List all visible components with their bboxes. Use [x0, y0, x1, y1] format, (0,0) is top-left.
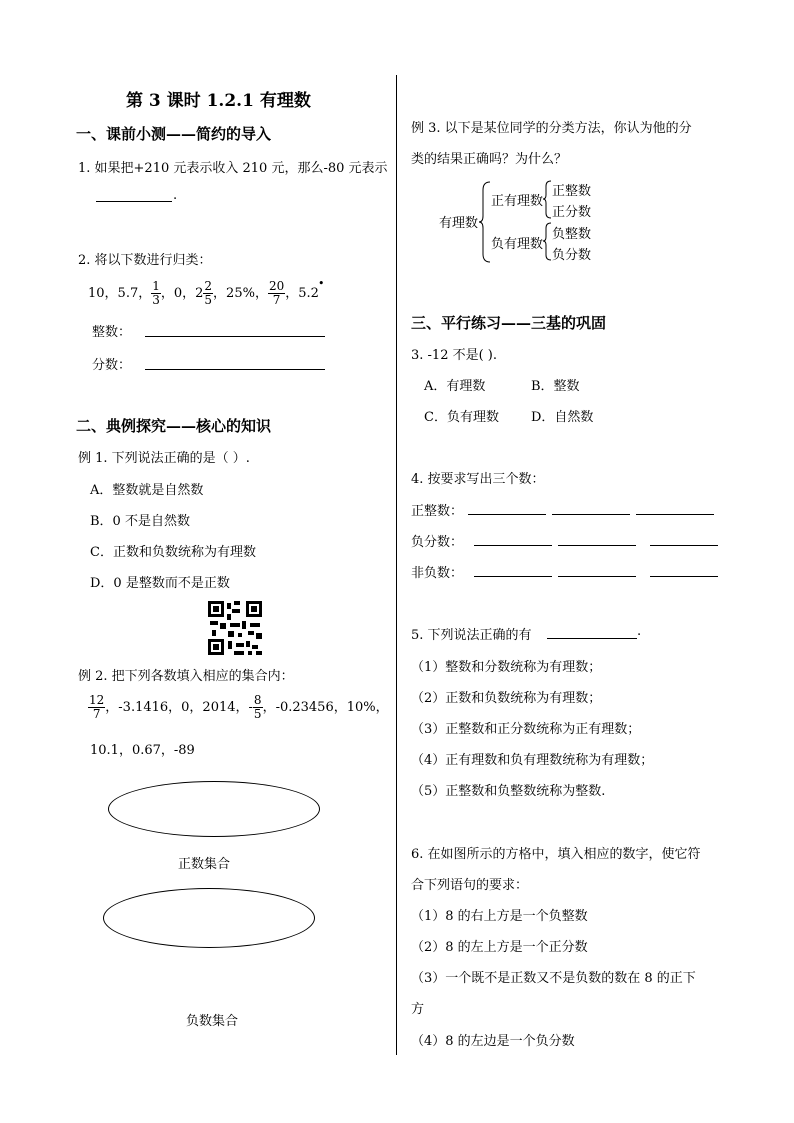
fraction-label: 分数： [92, 358, 132, 373]
question-5-statement-3: （3）正整数和正分数统称为正有理数； [411, 722, 641, 737]
tree-negative-brace [542, 222, 552, 262]
example-1-text: 例 1. 下列说法正确的是（ ）. [78, 451, 250, 466]
section-2-heading: 二、典例探究——核心的知识 [76, 417, 272, 435]
question-6-requirement-4: （4）8 的左边是一个负分数 [411, 1034, 575, 1049]
question-3-text: 3. -12 不是( ). [411, 348, 498, 363]
repeating-decimal-dot: • [318, 277, 325, 290]
column-divider [396, 75, 397, 1055]
tree-positive-rational: 正有理数 [491, 194, 544, 209]
tree-positive-brace [542, 180, 552, 220]
question-3-option-a: A．有理数 [424, 379, 486, 394]
question-6-line-2: 合下列语句的要求： [411, 878, 529, 893]
question-6-requirement-3a: （3）一个既不是正数又不是负数的数在 8 的正下 [411, 971, 696, 986]
question-5-answer-line[interactable] [547, 638, 637, 639]
question-5-statement-5: （5）正整数和负整数统称为整数. [411, 784, 606, 799]
question-2-text: 2. 将以下数进行归类： [78, 253, 212, 268]
page-title: 第 3 课时 1.2.1 有理数 [126, 91, 311, 111]
q4-nonnegative-blank-1[interactable] [474, 576, 552, 577]
question-3-option-d: D．自然数 [531, 410, 594, 425]
fraction-answer-line[interactable] [145, 369, 325, 370]
question-4-text: 4. 按要求写出三个数： [411, 472, 545, 487]
tree-negative-rational: 负有理数 [491, 237, 544, 252]
question-1-text: 1. 如果把+210 元表示收入 210 元，那么-80 元表示 [78, 161, 388, 176]
positive-set-ellipse[interactable] [108, 781, 320, 837]
question-5-statement-2: （2）正数和负数统称为有理数； [411, 691, 602, 706]
question-3-option-c: C．负有理数 [424, 410, 499, 425]
example-2-text: 例 2. 把下列各数填入相应的集合内： [78, 669, 294, 684]
section-1-heading: 一、课前小测——简约的导入 [76, 125, 272, 143]
q4-nonnegative-label: 非负数： [411, 566, 464, 581]
q4-negative-fraction-label: 负分数： [411, 535, 464, 550]
question-5-text: 5. 下列说法正确的有 [411, 628, 532, 643]
tree-negative-fraction: 负分数 [552, 248, 592, 263]
integer-label: 整数： [92, 325, 132, 340]
example-2-number-list-2: 10.1，0.67，-89 [90, 743, 195, 758]
example-1-option-b: B．0 不是自然数 [90, 514, 190, 529]
q2-list-part-d: ，5.2 [285, 286, 319, 301]
q4-positive-integer-blank-1[interactable] [468, 514, 546, 515]
question-1-answer-line[interactable] [96, 201, 172, 202]
ex2-fraction-1: $\frac{12}{7}$ [89, 693, 105, 721]
ex2-list-part-b: ，-0.23456，10%， [262, 700, 389, 715]
example-1-option-c: C．正数和负数统称为有理数 [90, 545, 256, 560]
ex2-fraction-2: $\frac{8}{5}$ [253, 693, 262, 721]
example-3-line-2: 类的结果正确吗？为什么？ [411, 152, 568, 167]
q2-list-part-a: 10，5.7， [88, 286, 152, 301]
question-6-requirement-2: （2）8 的左上方是一个正分数 [411, 940, 588, 955]
q4-negative-fraction-blank-3[interactable] [650, 545, 718, 546]
negative-set-label: 负数集合 [186, 1014, 239, 1029]
question-6-requirement-3b: 方 [411, 1002, 425, 1017]
negative-set-ellipse[interactable] [103, 888, 315, 948]
tree-root-label: 有理数 [439, 216, 479, 231]
question-1-end: . [173, 188, 178, 203]
example-3-line-1: 例 3. 以下是某位同学的分类方法，你认为他的分 [411, 121, 692, 136]
q4-negative-fraction-blank-2[interactable] [558, 545, 636, 546]
q2-fraction-1: $\frac{1}{3}$ [152, 279, 160, 307]
example-1-option-d: D．0 是整数而不是正数 [90, 576, 230, 591]
tree-main-brace [478, 180, 492, 264]
tree-negative-integer: 负整数 [552, 227, 592, 242]
q2-list-part-c: ，25%， [213, 286, 268, 301]
example-2-number-list-1 [88, 694, 389, 721]
q2-list-part-b: ，0，2 [160, 286, 204, 301]
q4-negative-fraction-blank-1[interactable] [474, 545, 552, 546]
q4-positive-integer-blank-2[interactable] [552, 514, 630, 515]
positive-set-label: 正数集合 [178, 857, 231, 872]
question-5-statement-1: （1）整数和分数统称为有理数； [411, 660, 602, 675]
q2-fraction-2: $\frac{2}{5}$ [204, 279, 213, 307]
qr-code-image[interactable] [208, 601, 262, 655]
q2-fraction-3: $\frac{20}{7}$ [268, 279, 285, 307]
question-6-requirement-1: （1）8 的右上方是一个负整数 [411, 909, 588, 924]
q4-positive-integer-blank-3[interactable] [636, 514, 714, 515]
example-1-option-a: A．整数就是自然数 [90, 483, 204, 498]
q4-positive-integer-label: 正整数： [411, 504, 464, 519]
question-2-number-list [88, 280, 319, 307]
section-3-heading: 三、平行练习——三基的巩固 [411, 314, 607, 332]
question-6-line-1: 6. 在如图所示的方格中，填入相应的数字，使它符 [411, 847, 701, 862]
q4-nonnegative-blank-3[interactable] [650, 576, 718, 577]
integer-answer-line[interactable] [145, 336, 325, 337]
q4-nonnegative-blank-2[interactable] [558, 576, 636, 577]
tree-positive-fraction: 正分数 [552, 205, 592, 220]
question-5-statement-4: （4）正有理数和负有理数统称为有理数； [411, 753, 654, 768]
ex2-list-part-a: ，-3.1416，0，2014，- [105, 700, 253, 715]
question-3-option-b: B．整数 [531, 379, 580, 394]
tree-positive-integer: 正整数 [552, 184, 592, 199]
question-5-end: . [637, 624, 642, 639]
